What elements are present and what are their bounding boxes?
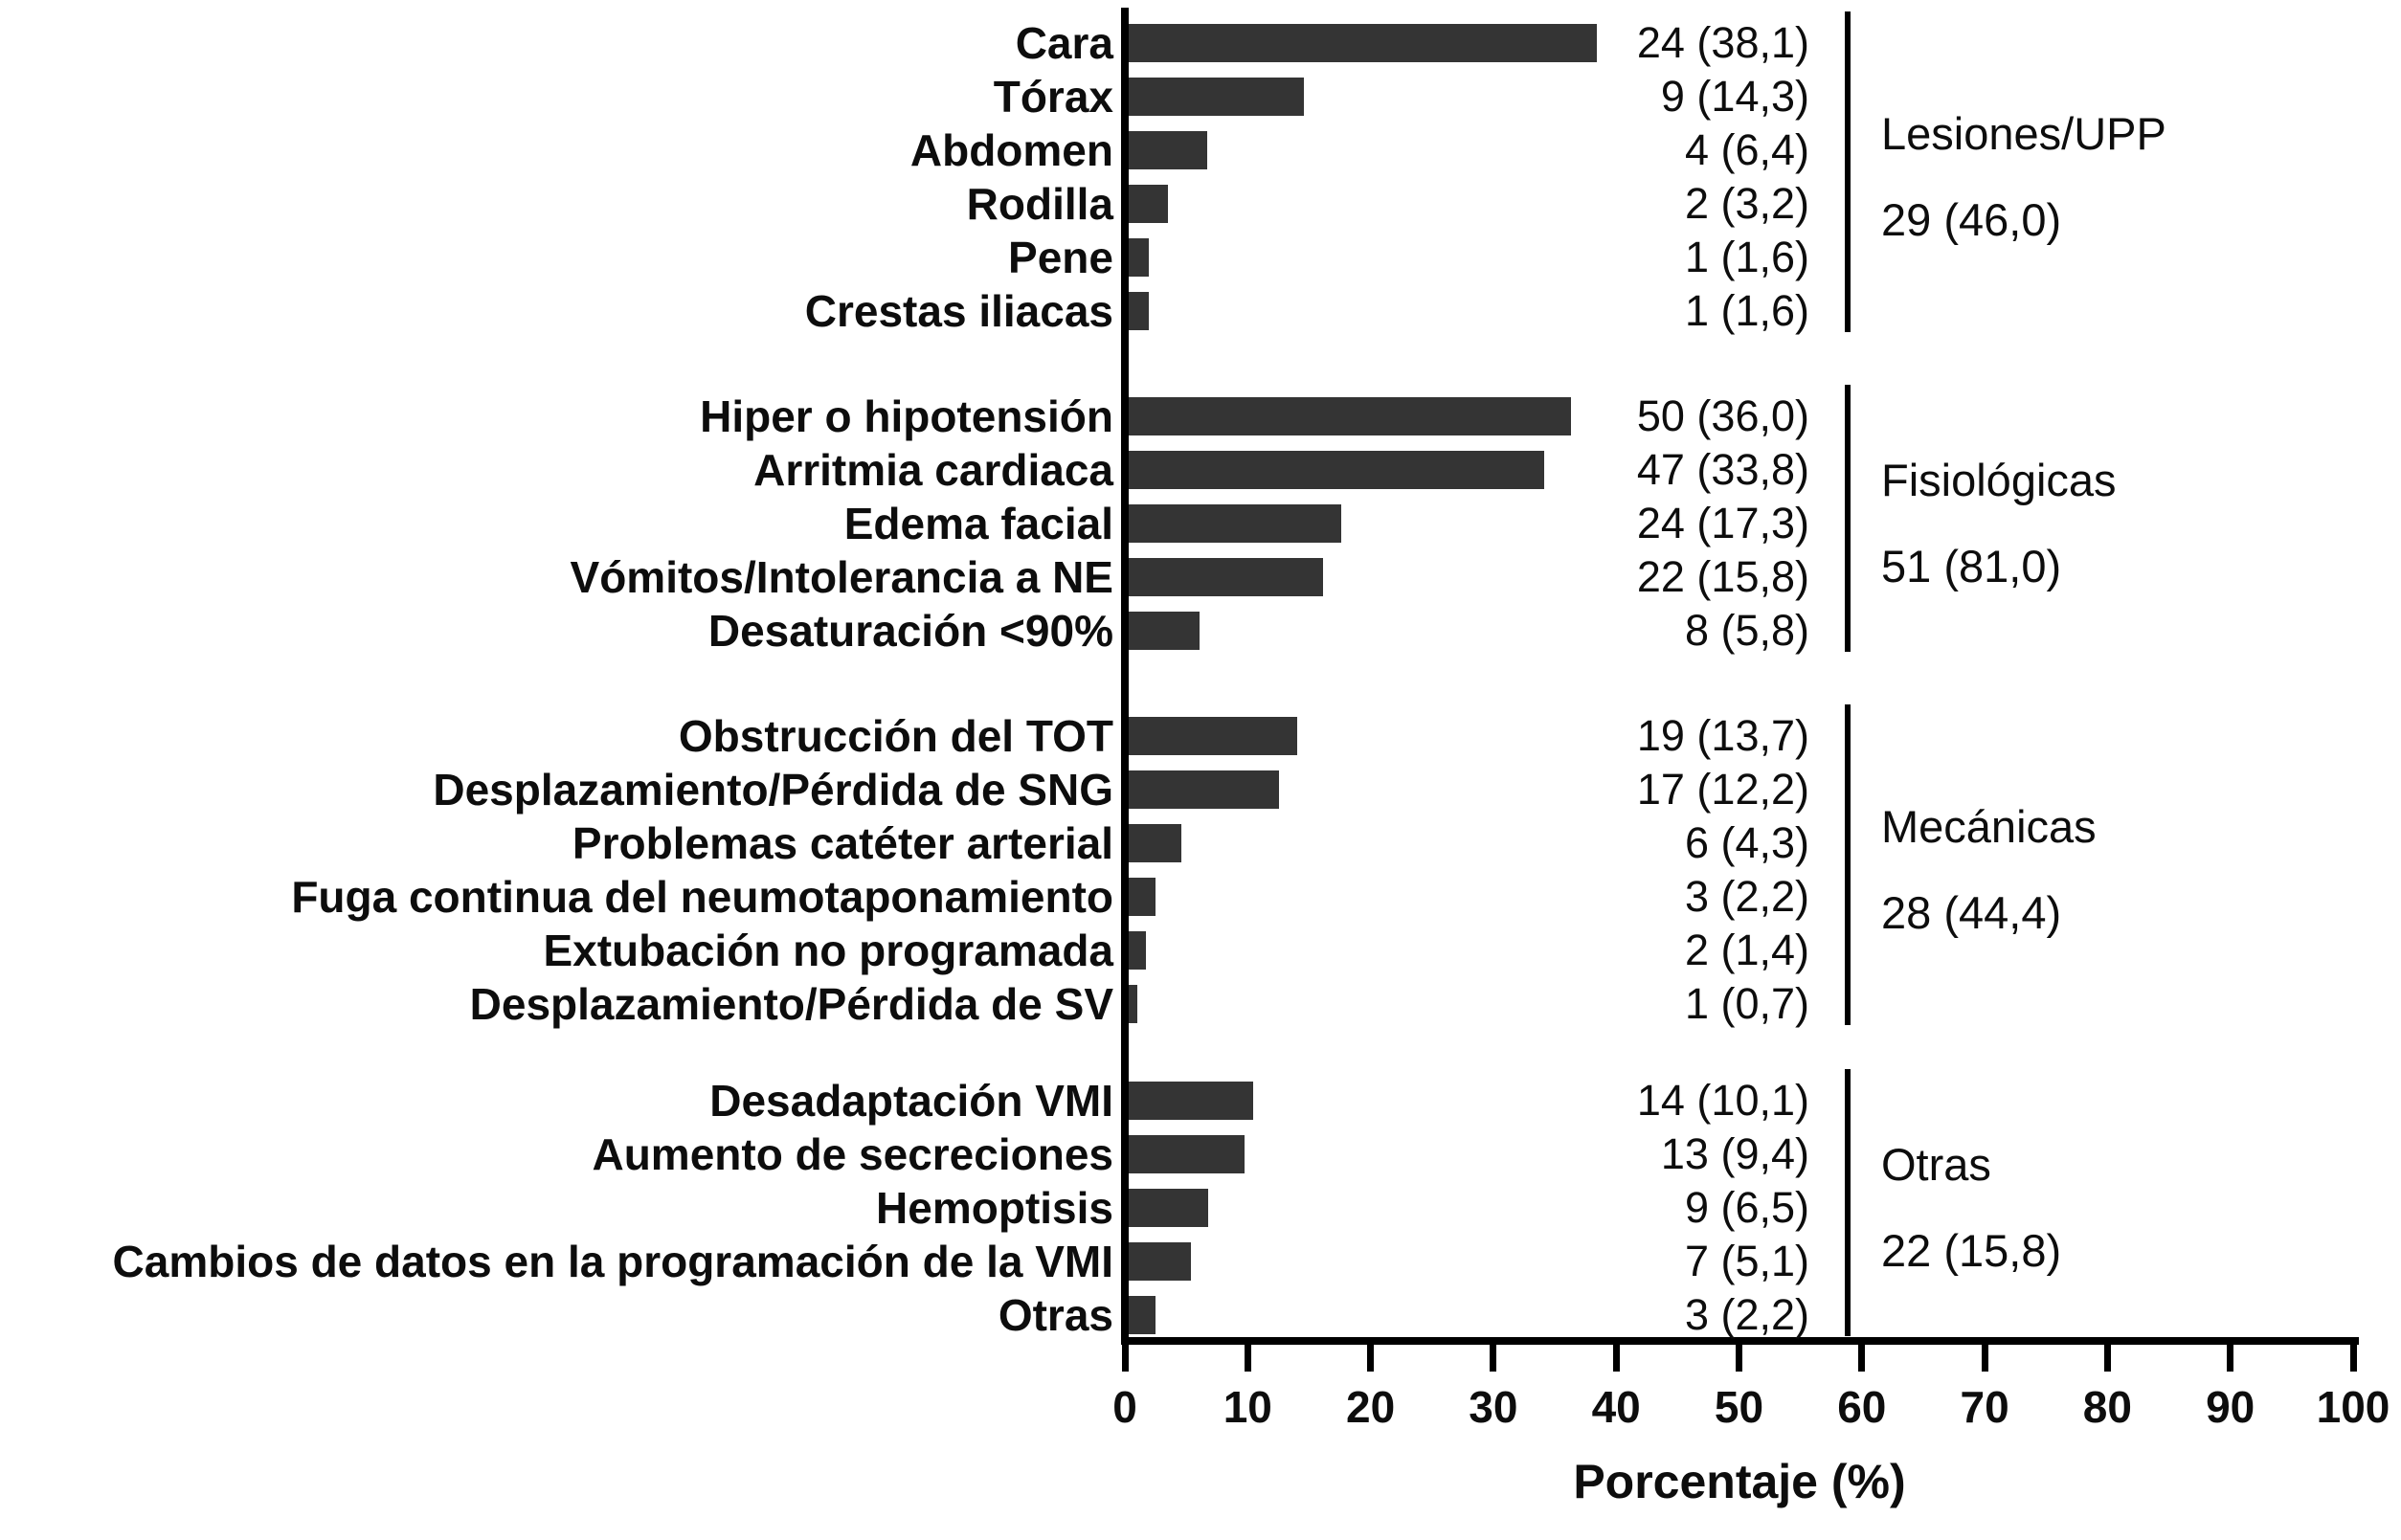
value-label: 22 (15,8) [1636, 552, 1809, 601]
bar [1129, 985, 1137, 1023]
value-label: 24 (17,3) [1636, 499, 1809, 547]
x-tick-mark [1122, 1345, 1129, 1372]
group-total-label: 22 (15,8) [1881, 1225, 2062, 1276]
value-label: 1 (1,6) [1684, 233, 1809, 281]
category-label: Aumento de secreciones [592, 1129, 1113, 1179]
value-label: 1 (1,6) [1684, 286, 1809, 335]
value-label: 3 (2,2) [1684, 872, 1809, 921]
value-label: 14 (10,1) [1636, 1076, 1809, 1125]
bar [1129, 1242, 1191, 1281]
bar [1129, 931, 1146, 970]
x-tick-label: 100 [2316, 1382, 2390, 1432]
bar [1129, 1082, 1253, 1120]
bar [1129, 558, 1323, 596]
group-separator-line [1845, 385, 1851, 652]
category-label: Otras [998, 1290, 1113, 1340]
x-tick-label: 80 [2082, 1382, 2132, 1432]
x-tick-mark [1245, 1345, 1251, 1372]
group-name-label: Mecánicas [1881, 801, 2097, 852]
value-label: 19 (13,7) [1636, 711, 1809, 760]
bar [1129, 292, 1149, 330]
value-label: 9 (6,5) [1684, 1183, 1809, 1232]
category-label: Cara [1015, 18, 1113, 68]
category-label: Hiper o hipotensión [700, 391, 1113, 441]
bar [1129, 131, 1207, 169]
category-label: Fuga continua del neumotaponamiento [291, 872, 1113, 922]
category-label: Hemoptisis [876, 1183, 1113, 1233]
value-label: 13 (9,4) [1660, 1129, 1809, 1178]
bar [1129, 717, 1297, 755]
bar [1129, 238, 1149, 277]
x-axis-title: Porcentaje (%) [1573, 1455, 1906, 1508]
bar [1129, 824, 1181, 862]
x-tick-label: 20 [1346, 1382, 1396, 1432]
x-tick-mark [2104, 1345, 2111, 1372]
value-label: 47 (33,8) [1636, 445, 1809, 494]
y-axis-line [1121, 8, 1129, 1344]
category-label: Tórax [993, 72, 1113, 122]
category-label: Desplazamiento/Pérdida de SV [469, 979, 1113, 1029]
group-total-label: 29 (46,0) [1881, 194, 2062, 245]
x-tick-label: 70 [1960, 1382, 2009, 1432]
value-label: 6 (4,3) [1684, 818, 1809, 867]
x-tick-label: 0 [1112, 1382, 1137, 1432]
bar [1129, 504, 1341, 543]
bar [1129, 78, 1304, 116]
category-label: Extubación no programada [543, 926, 1113, 975]
value-label: 7 (5,1) [1684, 1237, 1809, 1285]
value-label: 50 (36,0) [1636, 391, 1809, 440]
value-label: 3 (2,2) [1684, 1290, 1809, 1339]
x-tick-label: 10 [1223, 1382, 1272, 1432]
x-tick-mark [1736, 1345, 1742, 1372]
value-label: 17 (12,2) [1636, 765, 1809, 814]
category-label: Vómitos/Intolerancia a NE [570, 552, 1113, 602]
category-label: Desaturación <90% [707, 606, 1113, 656]
group-separator-line [1845, 704, 1851, 1025]
category-label: Edema facial [843, 499, 1113, 548]
bar [1129, 1135, 1245, 1173]
value-label: 8 (5,8) [1684, 606, 1809, 655]
group-total-label: 28 (44,4) [1881, 887, 2062, 938]
group-separator-line [1845, 11, 1851, 332]
category-label: Arritmia cardiaca [753, 445, 1113, 495]
x-tick-label: 50 [1714, 1382, 1764, 1432]
x-tick-mark [1490, 1345, 1496, 1372]
category-label: Desadaptación VMI [709, 1076, 1113, 1126]
x-tick-mark [1982, 1345, 1988, 1372]
bar [1129, 770, 1279, 809]
group-name-label: Fisiológicas [1881, 455, 2117, 505]
group-name-label: Otras [1881, 1139, 1991, 1190]
value-label: 1 (0,7) [1684, 979, 1809, 1028]
bar [1129, 878, 1156, 916]
x-tick-label: 60 [1837, 1382, 1887, 1432]
value-label: 4 (6,4) [1684, 125, 1809, 174]
category-label: Cambios de datos en la programación de la VMI [112, 1237, 1113, 1286]
bar [1129, 185, 1168, 223]
category-label: Crestas iliacas [804, 286, 1113, 336]
bar [1129, 612, 1200, 650]
category-label: Desplazamiento/Pérdida de SNG [433, 765, 1113, 815]
value-label: 2 (1,4) [1684, 926, 1809, 974]
value-label: 2 (3,2) [1684, 179, 1809, 228]
x-tick-label: 40 [1591, 1382, 1641, 1432]
group-name-label: Lesiones/UPP [1881, 108, 2166, 159]
category-label: Pene [1008, 233, 1113, 282]
bar [1129, 1189, 1208, 1227]
category-label: Abdomen [909, 125, 1113, 175]
x-tick-mark [1858, 1345, 1865, 1372]
x-tick-mark [1367, 1345, 1374, 1372]
x-tick-mark [1613, 1345, 1620, 1372]
category-label: Obstrucción del TOT [678, 711, 1113, 761]
category-label: Problemas catéter arterial [572, 818, 1113, 868]
x-tick-label: 30 [1469, 1382, 1518, 1432]
group-total-label: 51 (81,0) [1881, 541, 2062, 591]
value-label: 24 (38,1) [1636, 18, 1809, 67]
category-label: Rodilla [966, 179, 1113, 229]
x-tick-mark [2350, 1345, 2357, 1372]
bar [1129, 1296, 1156, 1334]
group-separator-line [1845, 1069, 1851, 1336]
value-label: 9 (14,3) [1660, 72, 1809, 121]
x-tick-mark [2227, 1345, 2233, 1372]
x-tick-label: 90 [2206, 1382, 2255, 1432]
